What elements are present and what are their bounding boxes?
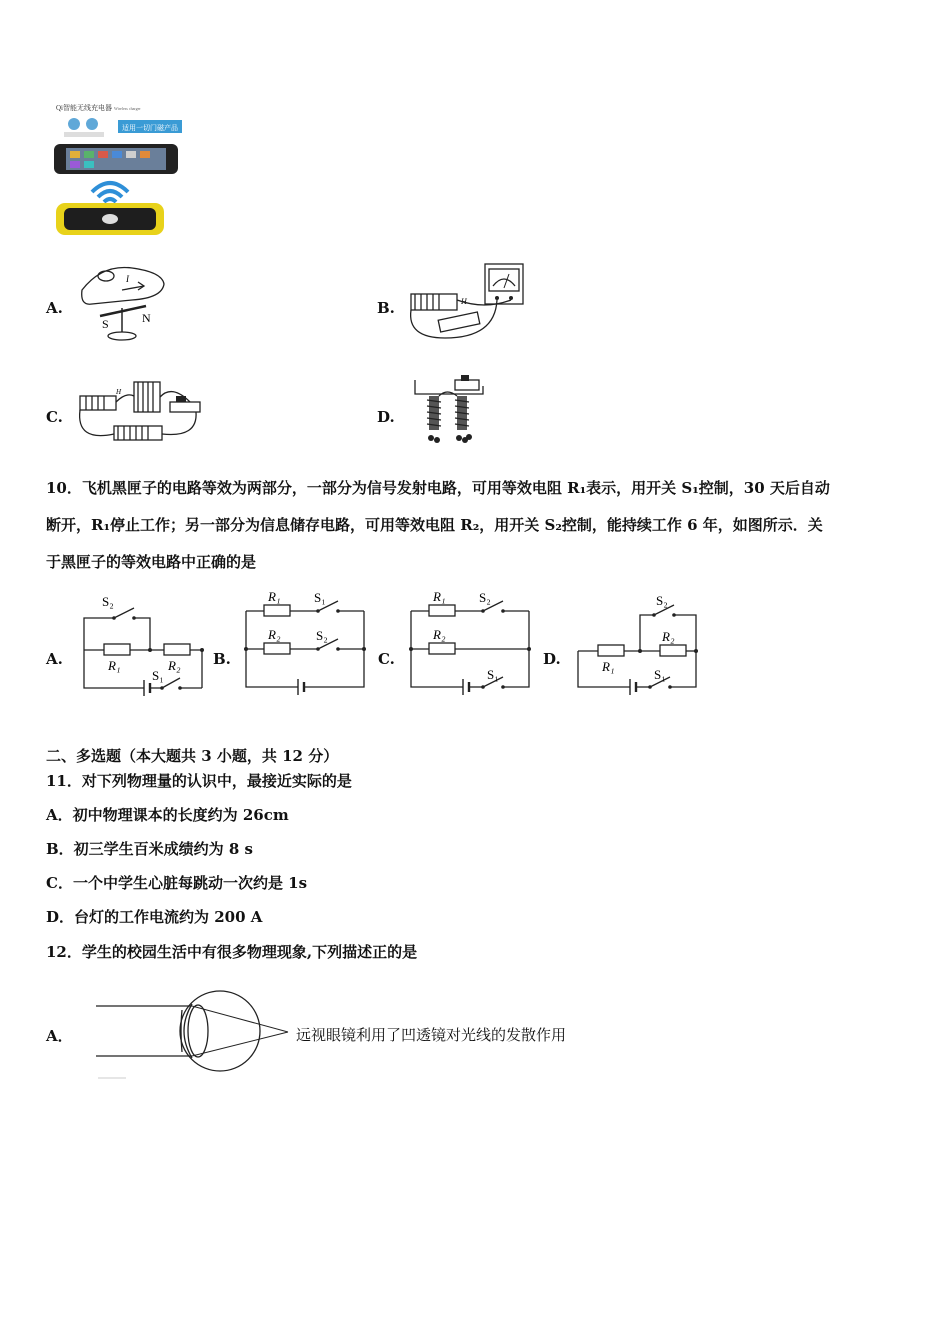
circuit-d-s1: S₁ [654, 667, 666, 682]
circuit-diagram-d [570, 585, 705, 700]
q10-line-3: 于黑匣子的等效电路中正确的是 [46, 553, 257, 571]
q12-option-a-label: A． [46, 1027, 73, 1045]
q10-option-a-label: A. [46, 650, 63, 668]
q10-option-d-label: D. [543, 650, 561, 668]
q9a-south-mark: S [102, 317, 109, 331]
circuit-diagram-c [405, 585, 535, 700]
circuit-b-r1: R₁ [268, 589, 281, 604]
q11-stem: 11．对下列物理量的认识中，最接近实际的是 [46, 772, 352, 790]
two-electromagnets-icon [403, 372, 503, 452]
q9-option-d-label: D. [377, 408, 395, 426]
q10-line-2: 断开，R₁停止工作；另一部分为信息储存电路，可用等效电阻 R₂，用开关 S₂控制，能持续工作 6 年，如图所示．关 [46, 516, 823, 534]
q9a-current-mark: I [126, 274, 129, 284]
q9a-north-mark: N [142, 311, 151, 325]
wireless-charger-figure [52, 100, 192, 238]
circuit-b-s2: S₂ [316, 628, 328, 643]
q10-line-1: 10．飞机黑匣子的电路等效为两部分，一部分为信号发射电路，可用等效电阻 R₁表示，用开关 S₁控制，30 天后自动 [46, 479, 830, 497]
q12-option-a-text: 远视眼镜利用了凹透镜对光线的发散作用 [296, 1026, 567, 1044]
q11-option-c: C．一个中学生心脏每跳动一次约是 1s [46, 874, 308, 892]
circuit-c-s2: S₂ [479, 590, 491, 605]
q10-stem [46, 470, 906, 581]
circuit-c-r2: R₂ [433, 627, 446, 642]
section-2-heading: 二、多选题（本大题共 3 小题，共 12 分） [46, 747, 339, 765]
circuit-diagram-a [74, 590, 210, 702]
circuit-a-r2: R₂ [168, 658, 181, 673]
circuit-b-s1: S₁ [314, 590, 326, 605]
current-coil-compass-icon [72, 262, 172, 347]
q11-option-b: B．初三学生百米成绩约为 8 s [46, 840, 254, 858]
q10-option-b-label: B. [213, 650, 231, 668]
circuit-a-s1: S₁ [152, 668, 164, 683]
charger-subtitle: Wireless charger [114, 106, 141, 111]
q10-option-c-label: C. [378, 650, 395, 668]
circuit-a-s2: S₂ [102, 594, 114, 609]
circuit-b-r2: R₂ [268, 627, 281, 642]
q9c-mark: H [116, 388, 122, 396]
circuit-d-s2: S₂ [656, 593, 668, 608]
q9-option-b-label: B. [377, 299, 395, 317]
circuit-diagram-b [240, 585, 370, 700]
circuit-d-r1: R₁ [602, 659, 615, 674]
q9b-mark: H [461, 297, 467, 306]
coil-magnet-galvanometer-icon [405, 260, 530, 345]
eye-diagram-icon [96, 990, 292, 1085]
q9-option-c-label: C. [46, 408, 63, 426]
electromagnet-circuit-icon [72, 372, 212, 452]
q12-stem: 12．学生的校园生活中有很多物理现象,下列描述正的是 [46, 943, 418, 961]
circuit-a-r1: R₁ [108, 658, 121, 673]
circuit-d-r2: R₂ [662, 629, 675, 644]
q9-option-a-label: A. [46, 299, 63, 317]
charger-tag: 适用一切门磁产品 [122, 124, 178, 132]
charger-title: Qi智能无线充电器 [56, 104, 112, 112]
q11-option-d: D．台灯的工作电流约为 200 A [46, 908, 263, 926]
q11-option-a: A．初中物理课本的长度约为 26cm [46, 806, 289, 824]
circuit-c-s1: S₁ [487, 667, 499, 682]
circuit-c-r1: R₁ [433, 589, 446, 604]
